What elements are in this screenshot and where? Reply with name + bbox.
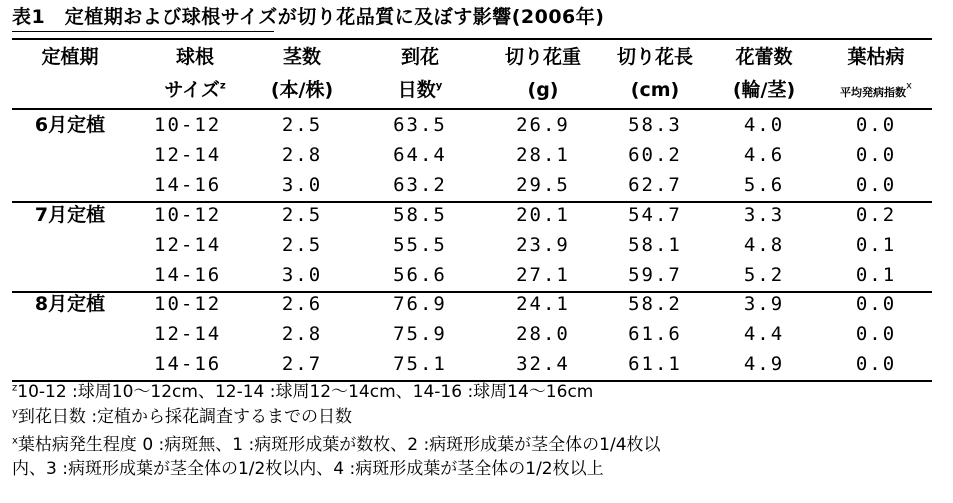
- cell-bulb-size: 10-12: [154, 204, 222, 226]
- size-footnote-mark: z: [219, 80, 226, 92]
- cell-bulb-size: 10-12: [154, 293, 222, 315]
- cell-days: 63.2: [393, 174, 447, 196]
- cell-bulb-size: 12-14: [154, 144, 222, 166]
- cell-length: 61.1: [628, 353, 682, 375]
- col-header-stems: 茎数: [282, 46, 321, 68]
- days-label: 日数: [397, 79, 436, 101]
- cell-buds: 4.6: [743, 144, 785, 166]
- col-header-disease: 葉枯病: [847, 46, 905, 68]
- cell-days: 75.9: [393, 323, 447, 345]
- cell-bulb-size: 14-16: [154, 264, 222, 286]
- cell-length: 61.6: [628, 323, 682, 345]
- table-row: [12, 289, 932, 319]
- table-row: [12, 319, 932, 349]
- cell-weight: 20.1: [516, 204, 570, 226]
- cell-buds: 5.6: [743, 174, 785, 196]
- footnote-x-text-1: 葉枯病発生程度 0 :病斑無、1 :病斑形成葉が数枚、2 :病斑形成葉が茎全体の1/4枚以: [17, 435, 661, 455]
- cell-buds: 3.9: [743, 293, 785, 315]
- cell-buds: 4.4: [743, 323, 785, 345]
- cell-length: 62.7: [628, 174, 682, 196]
- group-label: 8月定植: [34, 293, 106, 315]
- group-label: 7月定植: [34, 204, 106, 226]
- col-header-days: 到花: [400, 46, 439, 68]
- table-row: [12, 170, 932, 200]
- cell-bulb-size: 12-14: [154, 234, 222, 256]
- cell-buds: 5.2: [743, 264, 785, 286]
- cell-weight: 23.9: [516, 234, 570, 256]
- footnote-z-mark: z: [12, 382, 18, 394]
- footnote-z-text: 10-12 :球周10～12cm、12-14 :球周12～14cm、14-16 :球周14～16cm: [17, 382, 594, 402]
- header-row-2: [12, 75, 932, 105]
- cell-days: 76.9: [393, 293, 447, 315]
- days-footnote-mark: y: [435, 80, 443, 92]
- cell-stems: 2.8: [281, 323, 323, 345]
- cell-days: 63.5: [393, 114, 447, 136]
- cell-stems: 2.8: [281, 144, 323, 166]
- cell-stems: 2.7: [281, 353, 323, 375]
- table-row: [12, 349, 932, 379]
- cell-disease: 0.0: [855, 174, 897, 196]
- cell-bulb-size: 12-14: [154, 323, 222, 345]
- cell-disease: 0.2: [855, 204, 897, 226]
- cell-length: 58.1: [628, 234, 682, 256]
- cell-stems: 3.0: [281, 264, 323, 286]
- col-header-bulb: 球根: [175, 46, 214, 68]
- cell-length: 58.3: [628, 114, 682, 136]
- cell-weight: 24.1: [516, 293, 570, 315]
- cell-bulb-size: 14-16: [154, 353, 222, 375]
- table-top-rule: [12, 38, 932, 40]
- table-row: [12, 110, 932, 140]
- col-header-planting: 定植期: [41, 46, 99, 68]
- col-subheader-weight-unit: (g): [527, 79, 559, 101]
- col-header-length: 切り花長: [616, 46, 693, 68]
- table-row: [12, 140, 932, 170]
- disease-footnote-mark: x: [906, 80, 912, 92]
- col-subheader-days: [380, 75, 460, 105]
- disease-label: 平均発病指数: [840, 86, 907, 99]
- col-subheader-buds-unit: (輪/茎): [732, 79, 796, 101]
- cell-length: 58.2: [628, 293, 682, 315]
- cell-disease: 0.0: [855, 144, 897, 166]
- cell-days: 56.6: [393, 264, 447, 286]
- cell-days: 75.1: [393, 353, 447, 375]
- size-label: サイズ: [164, 79, 220, 101]
- cell-weight: 27.1: [516, 264, 570, 286]
- cell-weight: 28.1: [516, 144, 570, 166]
- footnote-y-mark: y: [12, 407, 18, 419]
- cell-weight: 28.0: [516, 323, 570, 345]
- cell-length: 59.7: [628, 264, 682, 286]
- cell-weight: 29.5: [516, 174, 570, 196]
- cell-stems: 3.0: [281, 174, 323, 196]
- col-subheader-size: [140, 75, 250, 105]
- table-row: [12, 200, 932, 230]
- cell-bulb-size: 14-16: [154, 174, 222, 196]
- cell-stems: 2.5: [281, 204, 323, 226]
- cell-disease: 0.1: [855, 264, 897, 286]
- cell-buds: 4.8: [743, 234, 785, 256]
- col-subheader-length-unit: (cm): [630, 79, 680, 101]
- cell-buds: 4.0: [743, 114, 785, 136]
- cell-bulb-size: 10-12: [154, 114, 222, 136]
- cell-disease: 0.0: [855, 293, 897, 315]
- title-underline: [12, 31, 274, 32]
- cell-disease: 0.0: [855, 114, 897, 136]
- cell-length: 54.7: [628, 204, 682, 226]
- cell-disease: 0.0: [855, 353, 897, 375]
- cell-disease: 0.0: [855, 323, 897, 345]
- cell-stems: 2.5: [281, 234, 323, 256]
- cell-weight: 32.4: [516, 353, 570, 375]
- header-row-1: [12, 42, 932, 72]
- footnote-x-line1: [12, 433, 661, 457]
- footnote-z: [12, 380, 593, 404]
- cell-days: 58.5: [393, 204, 447, 226]
- cell-length: 60.2: [628, 144, 682, 166]
- col-subheader-disease: [820, 75, 932, 105]
- table-row: [12, 260, 932, 290]
- cell-weight: 26.9: [516, 114, 570, 136]
- cell-days: 64.4: [393, 144, 447, 166]
- footnote-x-mark: x: [12, 435, 18, 447]
- cell-buds: 4.9: [743, 353, 785, 375]
- cell-stems: 2.5: [281, 114, 323, 136]
- cell-disease: 0.1: [855, 234, 897, 256]
- group-label: 6月定植: [34, 114, 106, 136]
- footnote-x-line2: 内、3 :病斑形成葉が茎全体の1/2枚以内、4 :病斑形成葉が茎全体の1/2枚以上: [12, 459, 604, 479]
- footnote-y-text: 到花日数 :定植から採花調査するまでの日数: [17, 407, 353, 427]
- cell-days: 55.5: [393, 234, 447, 256]
- col-header-buds: 花蕾数: [735, 46, 793, 68]
- col-subheader-stems-unit: (本/株): [270, 79, 334, 101]
- table-title: 表1 定植期および球根サイズが切り花品質に及ぼす影響(2006年): [12, 6, 605, 28]
- cell-buds: 3.3: [743, 204, 785, 226]
- footnote-y: [12, 405, 352, 429]
- table-row: [12, 230, 932, 260]
- cell-stems: 2.6: [281, 293, 323, 315]
- col-header-weight: 切り花重: [504, 46, 581, 68]
